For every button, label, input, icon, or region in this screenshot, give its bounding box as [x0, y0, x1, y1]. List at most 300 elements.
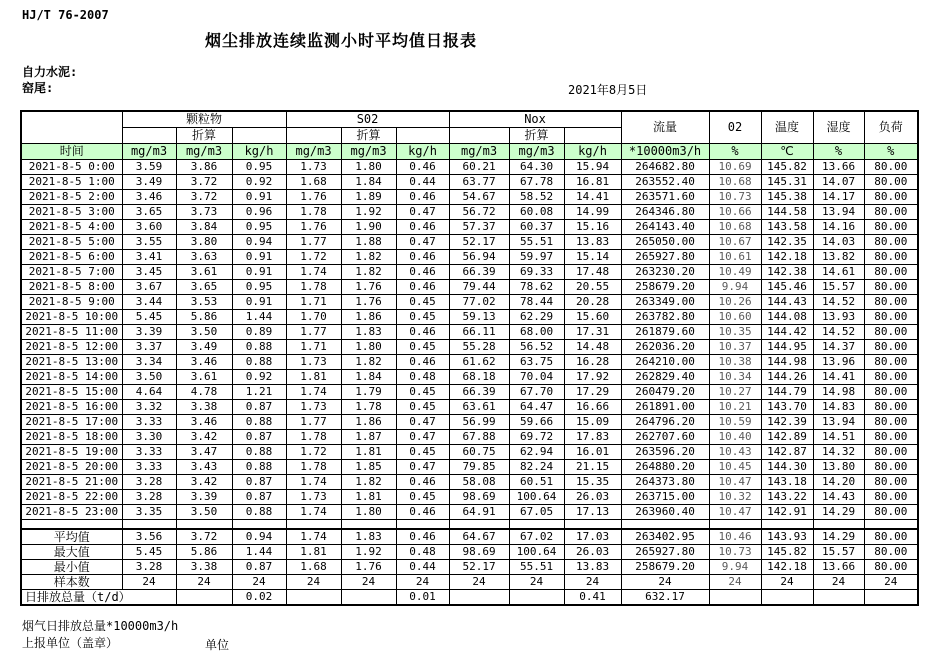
value-cell: 66.39: [449, 385, 509, 400]
value-cell: 80.00: [864, 505, 918, 520]
summary-value-cell: 24: [761, 575, 813, 590]
value-cell: 3.84: [176, 220, 232, 235]
value-cell: 3.86: [176, 160, 232, 175]
value-cell: 14.52: [813, 325, 864, 340]
value-cell: 64.91: [449, 505, 509, 520]
value-cell: 0.91: [232, 265, 286, 280]
group-o2: 02: [709, 111, 761, 144]
value-cell: 59.66: [509, 415, 564, 430]
value-cell: 3.42: [176, 475, 232, 490]
value-cell: 62.29: [509, 310, 564, 325]
value-cell: 145.46: [761, 280, 813, 295]
time-cell: 2021-8-5 21:00: [21, 475, 122, 490]
value-cell: 3.47: [176, 445, 232, 460]
value-cell: 5.45: [122, 310, 176, 325]
company-name: 自力水泥:: [22, 65, 78, 79]
value-cell: 14.07: [813, 175, 864, 190]
value-cell: 1.72: [286, 250, 341, 265]
table-row: [21, 340, 918, 355]
value-cell: 80.00: [864, 205, 918, 220]
daily-total-value-cell: [864, 590, 918, 606]
value-cell: 80.00: [864, 385, 918, 400]
value-cell: 0.87: [232, 490, 286, 505]
value-cell: 80.00: [864, 415, 918, 430]
blank-cell: [286, 520, 341, 530]
value-cell: 1.44: [232, 310, 286, 325]
value-cell: 1.78: [286, 205, 341, 220]
group-flow: 流量: [621, 111, 709, 144]
value-cell: 3.72: [176, 190, 232, 205]
value-cell: 265927.80: [621, 250, 709, 265]
value-cell: 145.38: [761, 190, 813, 205]
summary-value-cell: 0.46: [396, 529, 449, 545]
value-cell: 1.80: [341, 160, 396, 175]
value-cell: 1.68: [286, 175, 341, 190]
value-cell: 3.41: [122, 250, 176, 265]
value-cell: 1.82: [341, 265, 396, 280]
value-cell: 10.67: [709, 235, 761, 250]
value-cell: 144.42: [761, 325, 813, 340]
summary-value-cell: 24: [564, 575, 621, 590]
value-cell: 68.18: [449, 370, 509, 385]
table-row: [21, 370, 918, 385]
unit-so2-converted-mgm3: mg/m3: [341, 144, 396, 160]
summary-value-cell: 10.46: [709, 529, 761, 545]
value-cell: 14.52: [813, 295, 864, 310]
value-cell: 143.18: [761, 475, 813, 490]
blank-cell: [709, 520, 761, 530]
value-cell: 3.63: [176, 250, 232, 265]
value-cell: 263782.80: [621, 310, 709, 325]
value-cell: 142.91: [761, 505, 813, 520]
value-cell: 143.58: [761, 220, 813, 235]
value-cell: 258679.20: [621, 280, 709, 295]
value-cell: 1.77: [286, 325, 341, 340]
value-cell: 17.48: [564, 265, 621, 280]
table-row: [21, 265, 918, 280]
value-cell: 17.83: [564, 430, 621, 445]
value-cell: 10.60: [709, 310, 761, 325]
value-cell: 16.01: [564, 445, 621, 460]
blank-cell: [396, 520, 449, 530]
value-cell: 1.21: [232, 385, 286, 400]
summary-value-cell: 1.76: [341, 560, 396, 575]
blank-cell: [176, 520, 232, 530]
value-cell: 15.94: [564, 160, 621, 175]
value-cell: 3.39: [122, 325, 176, 340]
unit-nox-kgh: kg/h: [564, 144, 621, 160]
value-cell: 17.13: [564, 505, 621, 520]
summary-value-cell: 145.82: [761, 545, 813, 560]
value-cell: 3.50: [122, 370, 176, 385]
value-cell: 1.73: [286, 355, 341, 370]
unit-pm-kgh: kg/h: [232, 144, 286, 160]
summary-value-cell: 1.74: [286, 529, 341, 545]
value-cell: 10.34: [709, 370, 761, 385]
blank-cell: [232, 520, 286, 530]
value-cell: 20.28: [564, 295, 621, 310]
value-cell: 4.64: [122, 385, 176, 400]
value-cell: 14.61: [813, 265, 864, 280]
value-cell: 0.47: [396, 235, 449, 250]
table-row: [21, 160, 918, 175]
value-cell: 66.39: [449, 265, 509, 280]
summary-value-cell: 24: [449, 575, 509, 590]
time-cell: 2021-8-5 18:00: [21, 430, 122, 445]
unit-load-percent: %: [864, 144, 918, 160]
value-cell: 13.82: [813, 250, 864, 265]
value-cell: 15.14: [564, 250, 621, 265]
blank-cell: [122, 520, 176, 530]
value-cell: 1.82: [341, 475, 396, 490]
value-cell: 0.45: [396, 385, 449, 400]
value-cell: 4.78: [176, 385, 232, 400]
table-row: [21, 310, 918, 325]
value-cell: 1.78: [286, 430, 341, 445]
value-cell: 3.33: [122, 460, 176, 475]
value-cell: 68.00: [509, 325, 564, 340]
value-cell: 3.28: [122, 490, 176, 505]
value-cell: 77.02: [449, 295, 509, 310]
daily-total-value-cell: [176, 590, 232, 606]
value-cell: 263230.20: [621, 265, 709, 280]
summary-value-cell: 67.02: [509, 529, 564, 545]
time-cell: 2021-8-5 3:00: [21, 205, 122, 220]
value-cell: 142.89: [761, 430, 813, 445]
value-cell: 14.98: [813, 385, 864, 400]
time-cell: 2021-8-5 19:00: [21, 445, 122, 460]
daily-total-value-cell: 0.01: [396, 590, 449, 606]
value-cell: 14.16: [813, 220, 864, 235]
group-nox: Nox: [449, 111, 621, 128]
value-cell: 14.29: [813, 505, 864, 520]
value-cell: 100.64: [509, 490, 564, 505]
value-cell: 1.76: [286, 220, 341, 235]
value-cell: 144.08: [761, 310, 813, 325]
value-cell: 0.91: [232, 295, 286, 310]
summary-row: [21, 575, 918, 590]
summary-value-cell: 80.00: [864, 560, 918, 575]
value-cell: 1.74: [286, 505, 341, 520]
time-cell: 2021-8-5 4:00: [21, 220, 122, 235]
value-cell: 0.88: [232, 505, 286, 520]
value-cell: 14.99: [564, 205, 621, 220]
value-cell: 264796.20: [621, 415, 709, 430]
value-cell: 0.87: [232, 430, 286, 445]
value-cell: 1.78: [286, 280, 341, 295]
value-cell: 1.84: [341, 370, 396, 385]
summary-value-cell: 3.56: [122, 529, 176, 545]
value-cell: 60.51: [509, 475, 564, 490]
value-cell: 26.03: [564, 490, 621, 505]
summary-value-cell: 10.73: [709, 545, 761, 560]
value-cell: 13.96: [813, 355, 864, 370]
blank-cell: [449, 520, 509, 530]
value-cell: 67.70: [509, 385, 564, 400]
value-cell: 3.61: [176, 370, 232, 385]
time-cell: 2021-8-5 5:00: [21, 235, 122, 250]
value-cell: 80.00: [864, 400, 918, 415]
time-cell: 2021-8-5 0:00: [21, 160, 122, 175]
value-cell: 80.00: [864, 340, 918, 355]
table-row: [21, 400, 918, 415]
value-cell: 264880.20: [621, 460, 709, 475]
table-row: [21, 280, 918, 295]
value-cell: 14.37: [813, 340, 864, 355]
value-cell: 0.92: [232, 175, 286, 190]
reporting-unit-label: 上报单位（盖章）: [22, 636, 119, 650]
summary-value-cell: 1.81: [286, 545, 341, 560]
value-cell: 263715.00: [621, 490, 709, 505]
time-cell: 2021-8-5 2:00: [21, 190, 122, 205]
value-cell: 0.89: [232, 325, 286, 340]
unit-pm-mgm3: mg/m3: [122, 144, 176, 160]
value-cell: 0.47: [396, 460, 449, 475]
blank-cell: [396, 128, 449, 144]
summary-label: 平均值: [21, 529, 122, 545]
value-cell: 80.00: [864, 250, 918, 265]
value-cell: 1.80: [341, 340, 396, 355]
value-cell: 0.95: [232, 280, 286, 295]
value-cell: 80.00: [864, 295, 918, 310]
value-cell: 0.45: [396, 445, 449, 460]
summary-value-cell: 24: [813, 575, 864, 590]
group-header-row: [21, 111, 918, 128]
value-cell: 10.73: [709, 190, 761, 205]
summary-row: [21, 560, 918, 575]
value-cell: 3.33: [122, 415, 176, 430]
value-cell: 0.88: [232, 340, 286, 355]
summary-value-cell: 24: [286, 575, 341, 590]
blank-cell: [21, 520, 122, 530]
value-cell: 3.65: [122, 205, 176, 220]
flue-daily-total-note: 烟气日排放总量*10000m3/h: [22, 619, 179, 633]
time-cell: 2021-8-5 20:00: [21, 460, 122, 475]
value-cell: 1.79: [341, 385, 396, 400]
daily-total-label: 日排放总量（t/d）: [21, 590, 176, 606]
value-cell: 3.46: [176, 415, 232, 430]
summary-value-cell: 64.67: [449, 529, 509, 545]
value-cell: 1.71: [286, 340, 341, 355]
value-cell: 10.43: [709, 445, 761, 460]
spacer-row: [21, 520, 918, 530]
value-cell: 10.32: [709, 490, 761, 505]
unit-pm-converted-mgm3: mg/m3: [176, 144, 232, 160]
value-cell: 1.73: [286, 400, 341, 415]
daily-total-value-cell: [449, 590, 509, 606]
summary-value-cell: 13.66: [813, 560, 864, 575]
table-row: [21, 205, 918, 220]
value-cell: 1.76: [341, 295, 396, 310]
value-cell: 55.51: [509, 235, 564, 250]
daily-total-value-cell: 632.17: [621, 590, 709, 606]
value-cell: 80.00: [864, 355, 918, 370]
summary-value-cell: 14.29: [813, 529, 864, 545]
value-cell: 3.80: [176, 235, 232, 250]
summary-value-cell: 0.44: [396, 560, 449, 575]
value-cell: 3.60: [122, 220, 176, 235]
summary-value-cell: 26.03: [564, 545, 621, 560]
value-cell: 1.77: [286, 235, 341, 250]
value-cell: 80.00: [864, 325, 918, 340]
time-cell: 2021-8-5 13:00: [21, 355, 122, 370]
value-cell: 0.47: [396, 415, 449, 430]
summary-row: [21, 545, 918, 560]
value-cell: 0.46: [396, 220, 449, 235]
value-cell: 10.27: [709, 385, 761, 400]
value-cell: 80.00: [864, 190, 918, 205]
value-cell: 3.50: [176, 325, 232, 340]
value-cell: 10.49: [709, 265, 761, 280]
value-cell: 10.68: [709, 220, 761, 235]
value-cell: 1.70: [286, 310, 341, 325]
value-cell: 80.00: [864, 265, 918, 280]
value-cell: 0.88: [232, 415, 286, 430]
value-cell: 3.34: [122, 355, 176, 370]
summary-value-cell: 24: [232, 575, 286, 590]
summary-row: [21, 529, 918, 545]
value-cell: 0.44: [396, 175, 449, 190]
value-cell: 80.00: [864, 490, 918, 505]
summary-value-cell: 3.72: [176, 529, 232, 545]
value-cell: 3.42: [176, 430, 232, 445]
value-cell: 3.49: [122, 175, 176, 190]
value-cell: 78.44: [509, 295, 564, 310]
blank-cell: [509, 520, 564, 530]
value-cell: 0.46: [396, 280, 449, 295]
value-cell: 61.62: [449, 355, 509, 370]
unit-temp-celsius: ℃: [761, 144, 813, 160]
value-cell: 0.88: [232, 445, 286, 460]
value-cell: 80.00: [864, 310, 918, 325]
value-cell: 54.67: [449, 190, 509, 205]
value-cell: 3.32: [122, 400, 176, 415]
time-cell: 2021-8-5 1:00: [21, 175, 122, 190]
summary-value-cell: 24: [122, 575, 176, 590]
value-cell: 263960.40: [621, 505, 709, 520]
summary-value-cell: 24: [709, 575, 761, 590]
value-cell: 10.61: [709, 250, 761, 265]
value-cell: 3.45: [122, 265, 176, 280]
value-cell: 3.61: [176, 265, 232, 280]
standard-number: HJ/T 76-2007: [22, 8, 109, 22]
table-row: [21, 475, 918, 490]
table-row: [21, 175, 918, 190]
time-cell: 2021-8-5 8:00: [21, 280, 122, 295]
value-cell: 1.74: [286, 265, 341, 280]
table-body: [21, 160, 918, 606]
value-cell: 59.13: [449, 310, 509, 325]
value-cell: 0.96: [232, 205, 286, 220]
value-cell: 13.83: [564, 235, 621, 250]
summary-value-cell: 5.45: [122, 545, 176, 560]
value-cell: 1.76: [341, 280, 396, 295]
value-cell: 10.35: [709, 325, 761, 340]
value-cell: 0.46: [396, 505, 449, 520]
value-cell: 144.98: [761, 355, 813, 370]
value-cell: 144.58: [761, 205, 813, 220]
value-cell: 58.08: [449, 475, 509, 490]
value-cell: 66.11: [449, 325, 509, 340]
value-cell: 0.88: [232, 460, 286, 475]
value-cell: 263596.20: [621, 445, 709, 460]
daily-total-value-cell: [813, 590, 864, 606]
value-cell: 67.78: [509, 175, 564, 190]
value-cell: 14.17: [813, 190, 864, 205]
pm-converted-label: 折算: [176, 128, 232, 144]
value-cell: 3.30: [122, 430, 176, 445]
table-row: [21, 220, 918, 235]
group-load: 负荷: [864, 111, 918, 144]
value-cell: 14.51: [813, 430, 864, 445]
blank-cell: [341, 520, 396, 530]
value-cell: 0.88: [232, 355, 286, 370]
value-cell: 80.00: [864, 160, 918, 175]
value-cell: 1.74: [286, 385, 341, 400]
summary-value-cell: 258679.20: [621, 560, 709, 575]
value-cell: 0.47: [396, 205, 449, 220]
time-cell: 2021-8-5 12:00: [21, 340, 122, 355]
value-cell: 264682.80: [621, 160, 709, 175]
value-cell: 0.87: [232, 400, 286, 415]
value-cell: 1.73: [286, 490, 341, 505]
value-cell: 60.21: [449, 160, 509, 175]
value-cell: 1.86: [341, 310, 396, 325]
value-cell: 14.32: [813, 445, 864, 460]
value-cell: 1.80: [341, 505, 396, 520]
value-cell: 13.80: [813, 460, 864, 475]
value-cell: 14.03: [813, 235, 864, 250]
time-cell: 2021-8-5 6:00: [21, 250, 122, 265]
value-cell: 14.43: [813, 490, 864, 505]
value-cell: 263571.60: [621, 190, 709, 205]
table-row: [21, 385, 918, 400]
summary-value-cell: 80.00: [864, 545, 918, 560]
value-cell: 55.28: [449, 340, 509, 355]
value-cell: 3.43: [176, 460, 232, 475]
summary-label: 样本数: [21, 575, 122, 590]
summary-value-cell: 17.03: [564, 529, 621, 545]
time-label: 时间: [21, 144, 122, 160]
value-cell: 0.46: [396, 190, 449, 205]
summary-value-cell: 265927.80: [621, 545, 709, 560]
value-cell: 80.00: [864, 220, 918, 235]
blank-cell: [564, 128, 621, 144]
value-cell: 0.46: [396, 250, 449, 265]
summary-value-cell: 3.38: [176, 560, 232, 575]
value-cell: 142.39: [761, 415, 813, 430]
value-cell: 1.73: [286, 160, 341, 175]
value-cell: 144.95: [761, 340, 813, 355]
value-cell: 15.60: [564, 310, 621, 325]
summary-value-cell: 98.69: [449, 545, 509, 560]
summary-value-cell: 13.83: [564, 560, 621, 575]
value-cell: 3.53: [176, 295, 232, 310]
value-cell: 80.00: [864, 475, 918, 490]
time-cell: 2021-8-5 15:00: [21, 385, 122, 400]
group-so2: S02: [286, 111, 449, 128]
value-cell: 0.46: [396, 355, 449, 370]
value-cell: 16.28: [564, 355, 621, 370]
value-cell: 15.57: [813, 280, 864, 295]
value-cell: 10.38: [709, 355, 761, 370]
value-cell: 67.05: [509, 505, 564, 520]
summary-value-cell: 100.64: [509, 545, 564, 560]
time-cell: 2021-8-5 17:00: [21, 415, 122, 430]
value-cell: 0.48: [396, 370, 449, 385]
value-cell: 3.46: [176, 355, 232, 370]
time-cell: 2021-8-5 22:00: [21, 490, 122, 505]
